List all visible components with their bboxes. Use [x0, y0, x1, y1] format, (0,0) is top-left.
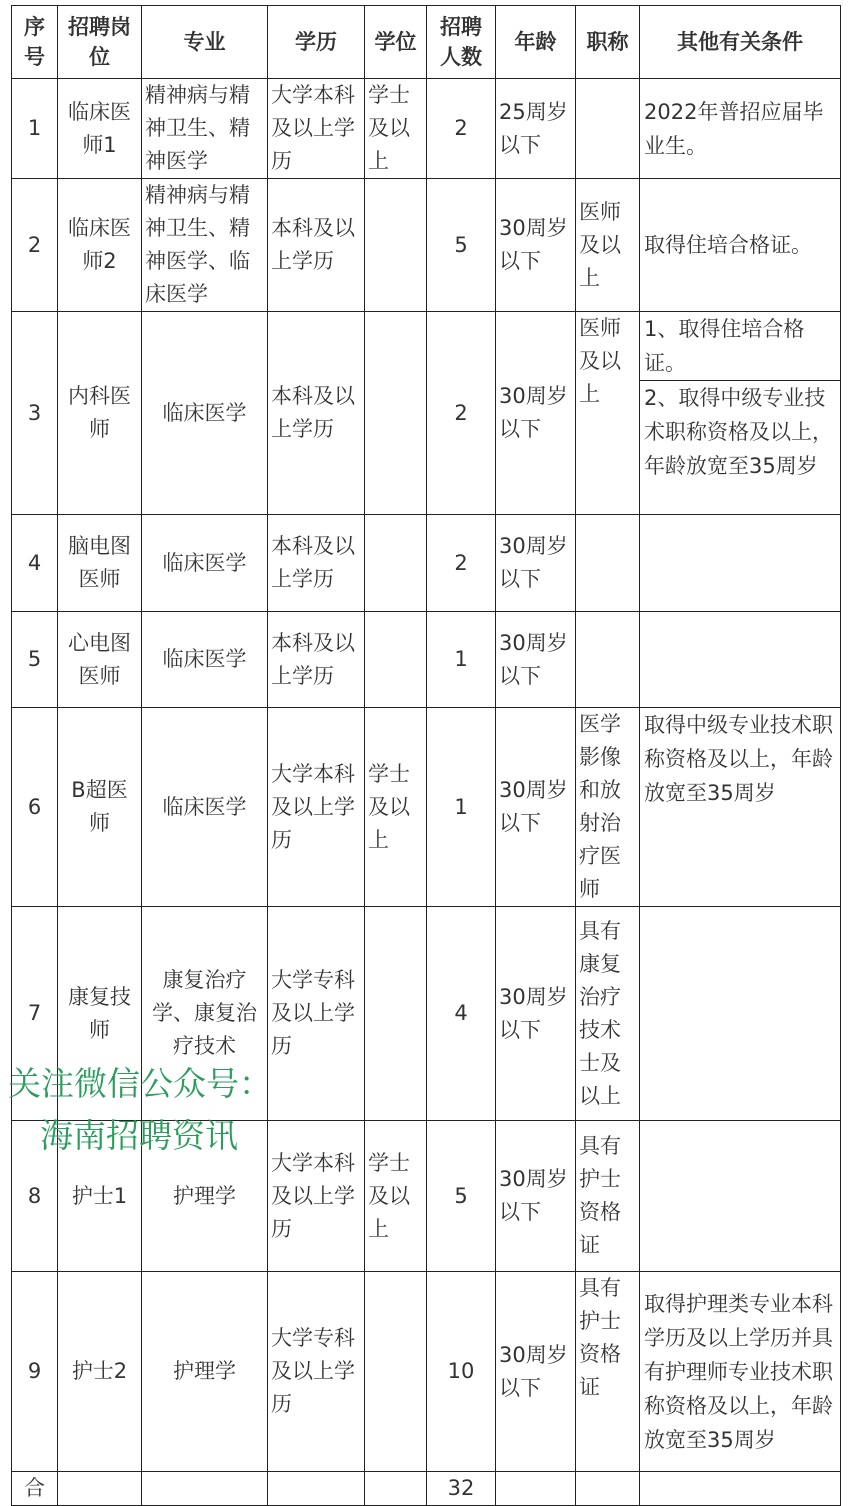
cell-degree [365, 1272, 427, 1472]
cell-count: 2 [427, 79, 496, 179]
cell-major: 临床医学 [142, 612, 268, 708]
cell-major: 精神病与精神卫生、精神医学、临床医学 [142, 179, 268, 312]
cell-edu: 大学本科及以上学历 [268, 708, 365, 907]
cell-degree: 学士及以上 [365, 79, 427, 179]
cell-conditions [640, 907, 841, 1121]
cell-no: 9 [12, 1272, 58, 1472]
cell-post: 脑电图医师 [58, 515, 142, 612]
cell-no: 5 [12, 612, 58, 708]
table-row [12, 79, 841, 179]
cell-count: 2 [427, 312, 496, 515]
cell-age: 25周岁以下 [496, 79, 576, 179]
cell-conditions: 取得中级专业技术职称资格及以上，年龄放宽至35周岁 [640, 708, 841, 907]
cell-edu: 大学本科及以上学历 [268, 79, 365, 179]
cell-degree [365, 612, 427, 708]
cell-title: 具有康复治疗技术士及以上 [576, 907, 640, 1121]
cell-major: 临床医学 [142, 515, 268, 612]
cell-post: 临床医师1 [58, 79, 142, 179]
cell-conditions: 取得住培合格证。 [640, 179, 841, 312]
cell-no: 4 [12, 515, 58, 612]
cell-major: 护理学 [142, 1121, 268, 1272]
cell-edu: 本科及以上学历 [268, 179, 365, 312]
cell-post: 临床医师2 [58, 179, 142, 312]
cell-age: 30周岁以下 [496, 907, 576, 1121]
cell-edu: 大学专科及以上学历 [268, 907, 365, 1121]
header-post: 招聘岗位 [58, 6, 142, 79]
cell-no: 6 [12, 708, 58, 907]
cell-post: B超医师 [58, 708, 142, 907]
cell-post: 内科医师 [58, 312, 142, 515]
cell-age: 30周岁以下 [496, 612, 576, 708]
table-row [12, 1272, 841, 1472]
watermark-line-1: 关注微信公众号： [8, 1064, 272, 1103]
table-row [12, 312, 841, 515]
header-age: 年龄 [496, 6, 576, 79]
cell-conditions: 2022年普招应届毕业生。 [640, 79, 841, 179]
cell-title: 医学影像和放射治疗医师 [576, 708, 640, 907]
header-major: 专业 [142, 6, 268, 79]
header-row [12, 6, 841, 79]
cell-conditions [640, 1121, 841, 1272]
cell-post: 护士2 [58, 1272, 142, 1472]
condition-1: 1、取得住培合格证。 [640, 312, 840, 381]
cell-conditions [640, 612, 841, 708]
cell-age: 30周岁以下 [496, 1272, 576, 1472]
total-count: 32 [427, 1472, 496, 1506]
cell-degree [365, 515, 427, 612]
cell-age: 30周岁以下 [496, 708, 576, 907]
total-label: 合 [12, 1472, 58, 1506]
cell-title: 具有护士资格证 [576, 1272, 640, 1472]
cell-major: 精神病与精神卫生、精神医学 [142, 79, 268, 179]
cell-title [576, 79, 640, 179]
cell-edu: 本科及以上学历 [268, 612, 365, 708]
cell-age: 30周岁以下 [496, 515, 576, 612]
header-title: 职称 [576, 6, 640, 79]
cell-count: 1 [427, 612, 496, 708]
cell-edu: 本科及以上学历 [268, 312, 365, 515]
cell-count: 2 [427, 515, 496, 612]
total-row [12, 1472, 841, 1506]
table-row [12, 515, 841, 612]
condition-2: 2、取得中级专业技术职称资格及以上，年龄放宽至35周岁 [644, 386, 833, 478]
cell-count: 5 [427, 1121, 496, 1272]
cell-title: 医师及以上 [576, 179, 640, 312]
header-edu: 学历 [268, 6, 365, 79]
cell-count: 10 [427, 1272, 496, 1472]
cell-no: 8 [12, 1121, 58, 1272]
header-no: 序号 [12, 6, 58, 79]
cell-degree [365, 312, 427, 515]
cell-age: 30周岁以下 [496, 312, 576, 515]
cell-title [576, 515, 640, 612]
cell-post: 心电图医师 [58, 612, 142, 708]
cell-major: 护理学 [142, 1272, 268, 1472]
cell-title: 医师及以上 [576, 312, 640, 515]
cell-age: 30周岁以下 [496, 1121, 576, 1272]
cell-age: 30周岁以下 [496, 179, 576, 312]
table-row [12, 708, 841, 907]
cell-edu: 大学本科及以上学历 [268, 1121, 365, 1272]
cell-post: 康复技师 [58, 907, 142, 1121]
cell-no: 2 [12, 179, 58, 312]
header-conditions: 其他有关条件 [640, 6, 841, 79]
cell-conditions [640, 312, 841, 515]
cell-title: 具有护士资格证 [576, 1121, 640, 1272]
cell-degree: 学士及以上 [365, 708, 427, 907]
cell-edu: 大学专科及以上学历 [268, 1272, 365, 1472]
cell-count: 1 [427, 708, 496, 907]
cell-post: 护士1 [58, 1121, 142, 1272]
cell-major: 临床医学 [142, 708, 268, 907]
cell-title [576, 612, 640, 708]
cell-conditions: 取得护理类专业本科学历及以上学历并具有护理师专业技术职称资格及以上，年龄放宽至35周岁 [640, 1272, 841, 1472]
cell-count: 4 [427, 907, 496, 1121]
cell-degree: 学士及以上 [365, 1121, 427, 1272]
cell-conditions [640, 515, 841, 612]
cell-degree [365, 907, 427, 1121]
cell-edu: 本科及以上学历 [268, 515, 365, 612]
cell-count: 5 [427, 179, 496, 312]
header-count: 招聘人数 [427, 6, 496, 79]
cell-no: 1 [12, 79, 58, 179]
cell-degree [365, 179, 427, 312]
table-row [12, 612, 841, 708]
header-degree: 学位 [365, 6, 427, 79]
watermark-line-2: 海南招聘资讯 [40, 1116, 238, 1155]
cell-major: 康复治疗学、康复治疗技术 [142, 907, 268, 1121]
cell-major: 临床医学 [142, 312, 268, 515]
recruitment-table [11, 5, 841, 1506]
cell-no: 3 [12, 312, 58, 515]
table-row [12, 179, 841, 312]
cell-no: 7 [12, 907, 58, 1121]
